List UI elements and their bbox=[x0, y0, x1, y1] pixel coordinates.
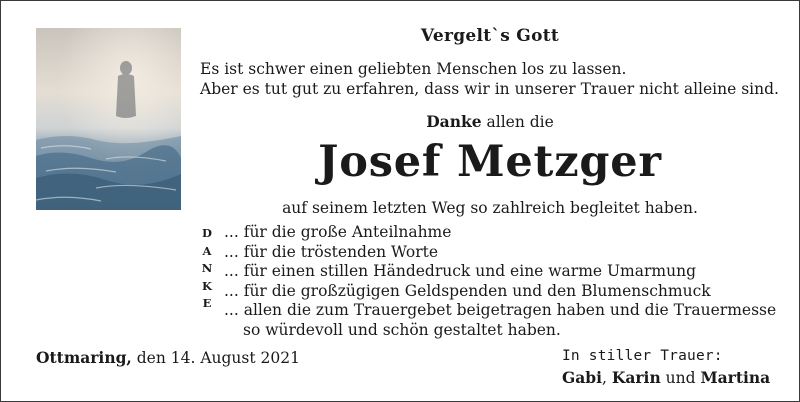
acrostic-column bbox=[200, 225, 214, 313]
signer-separator: , bbox=[602, 369, 612, 387]
danke-bold: Danke bbox=[426, 112, 482, 131]
signature-heading: In stiller Trauer: bbox=[562, 348, 723, 364]
acrostic-letter: N bbox=[201, 261, 213, 276]
intro-line-2: Aber es tut gut zu erfahren, dass wir in unserer Trauer nicht alleine sind. bbox=[200, 80, 779, 98]
signer-karin: Karin bbox=[611, 368, 661, 387]
heading: Vergelt`s Gott bbox=[420, 26, 560, 46]
acrostic-letter: K bbox=[202, 278, 212, 293]
acrostic-letter: D bbox=[202, 226, 212, 240]
date-text: den 14. August 2021 bbox=[131, 349, 300, 367]
signer-martina: Martina bbox=[700, 368, 771, 387]
mist-figure-photo bbox=[36, 28, 181, 210]
deceased-name: Josef Metzger bbox=[318, 137, 662, 187]
danke-line bbox=[300, 112, 680, 131]
place-name: Ottmaring, bbox=[36, 348, 132, 367]
thanks-list bbox=[224, 223, 776, 340]
thanks-item-continued: so würdevoll und schön gestaltet haben. bbox=[243, 320, 561, 339]
intro-text bbox=[200, 59, 779, 99]
intro-line-1: Es ist schwer einen geliebten Menschen los zu lassen. bbox=[200, 60, 627, 78]
danke-rest: allen die bbox=[481, 113, 554, 131]
acrostic-letter: E bbox=[202, 296, 212, 311]
thanks-item: ... für die tröstenden Worte bbox=[224, 242, 439, 261]
thanks-item: ... für einen stillen Händedruck und eine warme Umarmung bbox=[224, 262, 696, 280]
signer-gabi: Gabi bbox=[562, 368, 603, 387]
signature-names bbox=[562, 368, 770, 387]
escort-text: auf seinem letzten Weg so zahlreich begleitet haben. bbox=[282, 199, 698, 217]
thanks-item: ... allen die zum Trauergebet beigetragen haben und die Trauermesse bbox=[224, 301, 777, 319]
place-date bbox=[36, 348, 300, 367]
thanks-item: ... für die große Anteilnahme bbox=[224, 223, 452, 241]
acrostic-letter: A bbox=[202, 243, 212, 258]
thanks-item: ... für die großzügigen Geldspenden und den Blumenschmuck bbox=[224, 281, 711, 300]
signer-separator: und bbox=[660, 369, 701, 387]
